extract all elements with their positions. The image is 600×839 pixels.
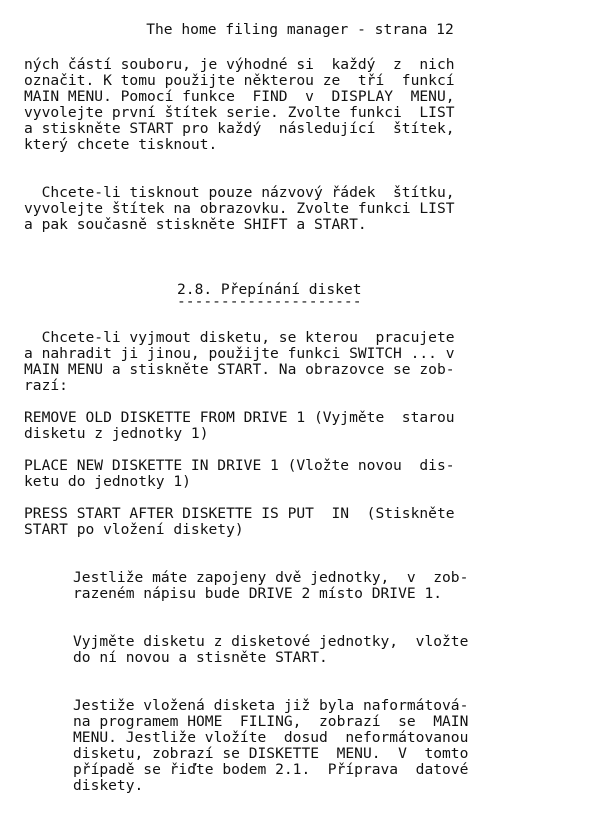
paragraph-3-line-3: MAIN MENU a stiskněte START. Na obrazovce se zob- [24, 361, 455, 378]
note-1-line-1: Jestliže máte zapojeny dvě jednotky, v zob- [73, 569, 469, 586]
page-header: The home filing manager - strana 12 [146, 21, 454, 38]
note-3-line-6: diskety. [73, 777, 144, 794]
paragraph-3-line-1: Chcete-li vyjmout disketu, se kterou pracujete [24, 329, 455, 346]
note-3-line-3: MENU. Jestliže vložíte dosud neformátovanou [73, 729, 469, 746]
note-3-line-5: případě se řiďte bodem 2.1. Příprava datové [73, 761, 469, 778]
paragraph-2-line-1: Chcete-li tisknout pouze názvový řádek štítku, [24, 184, 455, 201]
note-2-line-2: do ní novou a stisněte START. [73, 649, 328, 666]
note-2-line-1: Vyjměte disketu z disketové jednotky, vložte [73, 633, 469, 650]
paragraph-2-line-3: a pak současně stiskněte SHIFT a START. [24, 216, 367, 233]
paragraph-1-line-6: který chcete tisknout. [24, 136, 218, 153]
paragraph-1-line-3: MAIN MENU. Pomocí funkce FIND v DISPLAY MENU, [24, 88, 455, 105]
paragraph-1-line-1: ných částí souboru, je výhodné si každý z nich [24, 56, 455, 73]
screen-message-1-line-1: REMOVE OLD DISKETTE FROM DRIVE 1 (Vyjměte starou [24, 409, 455, 426]
screen-message-3-line-1: PRESS START AFTER DISKETTE IS PUT IN (Stiskněte [24, 505, 455, 522]
screen-message-3-line-2: START po vložení diskety) [24, 521, 244, 538]
note-3-line-2: na programem HOME FILING, zobrazí se MAIN [73, 713, 469, 730]
note-3-line-1: Jestiže vložená disketa již byla naformátová- [73, 697, 469, 714]
section-title-underline: --------------------- [177, 293, 362, 310]
note-1-line-2: razeném nápisu bude DRIVE 2 místo DRIVE 1. [73, 585, 443, 602]
section-title: 2.8. Přepínání disket [177, 281, 362, 298]
paragraph-1-line-4: vyvolejte první štítek serie. Zvolte funkci LIST [24, 104, 455, 121]
note-3-line-4: disketu, zobrazí se DISKETTE MENU. V tomto [73, 745, 469, 762]
paragraph-1-line-2: označit. K tomu použijte některou ze tří funkcí [24, 72, 455, 89]
screen-message-2-line-2: ketu do jednotky 1) [24, 473, 191, 490]
paragraph-2-line-2: vyvolejte štítek na obrazovku. Zvolte funkci LIST [24, 200, 455, 217]
paragraph-3-line-2: a nahradit ji jinou, použijte funkci SWITCH ... v [24, 345, 455, 362]
paragraph-3-line-4: razí: [24, 377, 68, 394]
screen-message-2-line-1: PLACE NEW DISKETTE IN DRIVE 1 (Vložte novou dis- [24, 457, 455, 474]
screen-message-1-line-2: disketu z jednotky 1) [24, 425, 209, 442]
paragraph-1-line-5: a stiskněte START pro každý následující štítek, [24, 120, 455, 137]
